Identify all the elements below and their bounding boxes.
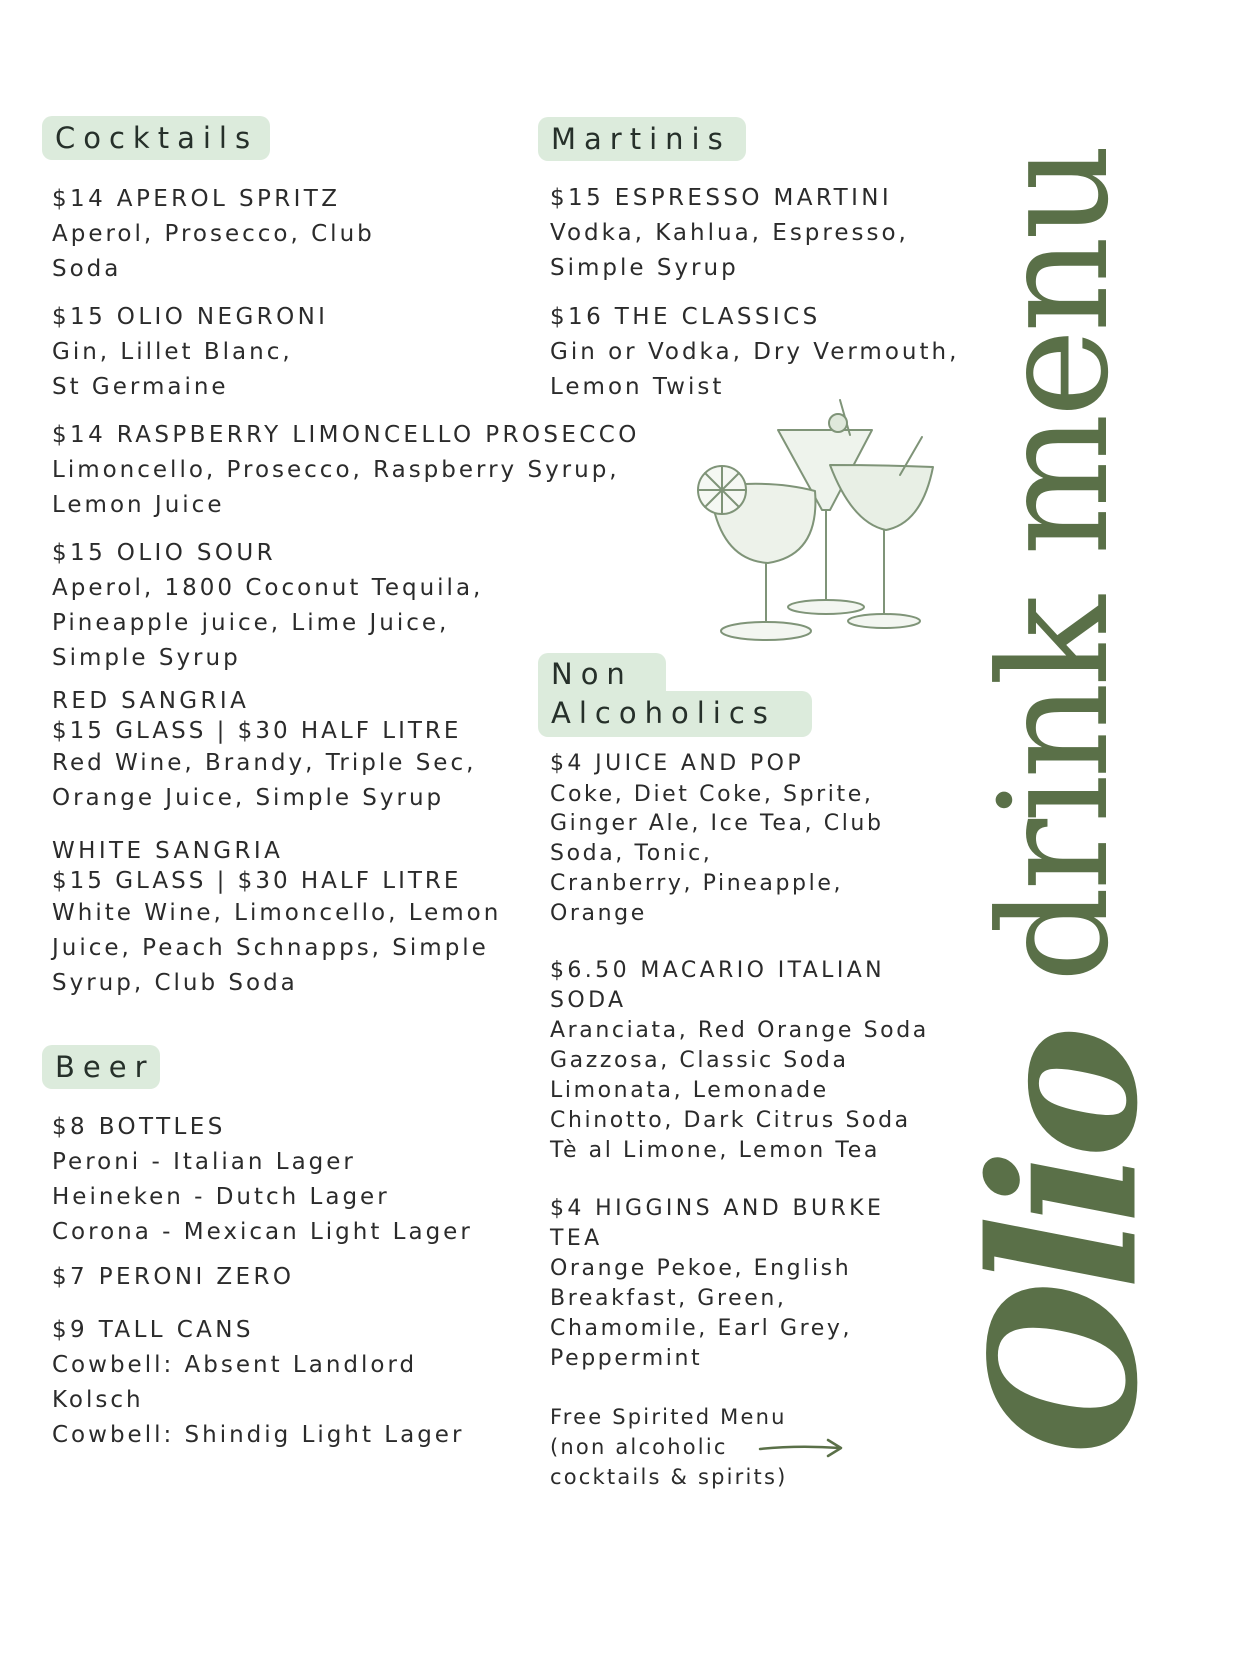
item-title: $7 PERONI ZERO (52, 1264, 295, 1290)
menu-item (550, 1194, 884, 1374)
item-line: Aperol, Prosecco, Club (52, 221, 375, 247)
item-title: WHITE SANGRIA (52, 838, 284, 864)
item-line: Coke, Diet Coke, Sprite, (550, 782, 874, 807)
item-line: Syrup, Club Soda (52, 970, 298, 996)
drink-menu-title: drink menu (968, 147, 1142, 983)
item-line: Cranberry, Pineapple, (550, 871, 844, 896)
item-line: Lemon Twist (550, 374, 725, 400)
item-title: $14 RASPBERRY LIMONCELLO PROSECCO (52, 422, 640, 448)
item-line: Limonata, Lemonade (550, 1078, 829, 1103)
item-line: Aperol, 1800 Coconut Tequila, (52, 575, 484, 601)
item-line: Pineapple juice, Lime Juice, (52, 610, 450, 636)
menu-item (52, 300, 328, 405)
free-spirited-menu-link[interactable] (550, 1402, 787, 1492)
item-title: $16 THE CLASSICS (550, 304, 821, 330)
item-line: Kolsch (52, 1387, 144, 1413)
item-title: $9 TALL CANS (52, 1317, 254, 1343)
item-line: St Germaine (52, 374, 229, 400)
item-line: Orange Juice, Simple Syrup (52, 785, 445, 811)
menu-item (52, 1110, 473, 1250)
item-line: Chamomile, Earl Grey, (550, 1316, 853, 1341)
item-line: Soda (52, 256, 122, 282)
menu-item (52, 686, 476, 816)
item-line: Juice, Peach Schnapps, Simple (52, 935, 489, 961)
item-line: Cowbell: Shindig Light Lager (52, 1422, 465, 1448)
item-line: Lemon Juice (52, 492, 225, 518)
menu-item (52, 836, 501, 1001)
item-title: $6.50 MACARIO ITALIAN (550, 958, 886, 983)
menu-item (52, 536, 483, 676)
item-line: Breakfast, Green, (550, 1286, 787, 1311)
item-line: Gazzosa, Classic Soda (550, 1048, 849, 1073)
item-title: $14 APEROL SPRITZ (52, 186, 341, 212)
item-line: Simple Syrup (550, 255, 739, 281)
menu-item (52, 1313, 464, 1453)
item-line: Corona - Mexican Light Lager (52, 1219, 473, 1245)
item-line: Orange Pekoe, English (550, 1256, 852, 1281)
cocktail-glasses-illustration (690, 395, 940, 645)
menu-item (550, 181, 909, 286)
non-alcoholics-heading-line1: Non (551, 657, 633, 691)
item-line: White Wine, Limoncello, Lemon (52, 900, 502, 926)
free-spirited-line: (non alcoholic (550, 1435, 728, 1459)
item-line: Aranciata, Red Orange Soda (550, 1018, 929, 1043)
menu-item (52, 182, 375, 287)
non-alcoholics-heading-line2: Alcoholics (551, 696, 776, 730)
free-spirited-line: Free Spirited Menu (550, 1405, 787, 1429)
item-line: Gin, Lillet Blanc, (52, 339, 293, 365)
item-title: $15 OLIO SOUR (52, 540, 277, 566)
item-line: Peppermint (550, 1346, 703, 1371)
item-title: $15 OLIO NEGRONI (52, 304, 329, 330)
menu-item (550, 300, 959, 405)
item-line: Tè al Limone, Lemon Tea (550, 1138, 880, 1163)
item-line: Chinotto, Dark Citrus Soda (550, 1108, 911, 1133)
item-line: $15 GLASS | $30 HALF LITRE (52, 868, 462, 894)
item-line: Ginger Ale, Ice Tea, Club (550, 811, 884, 836)
free-spirited-line: cocktails & spirits) (550, 1465, 788, 1489)
menu-item (550, 748, 884, 929)
item-line: Simple Syrup (52, 645, 241, 671)
item-line: Cowbell: Absent Landlord (52, 1352, 418, 1378)
item-line: $15 GLASS | $30 HALF LITRE (52, 718, 462, 744)
item-line: Peroni - Italian Lager (52, 1149, 356, 1175)
item-line: Vodka, Kahlua, Espresso, (550, 220, 909, 246)
martinis-heading: Martinis (538, 117, 746, 161)
item-line: Orange (550, 901, 647, 926)
menu-item (52, 1260, 294, 1295)
item-line: Heineken - Dutch Lager (52, 1184, 390, 1210)
non-alcoholics-heading (538, 653, 818, 737)
menu-item (52, 418, 640, 523)
item-title-continued: SODA (550, 988, 627, 1013)
item-line: Gin or Vodka, Dry Vermouth, (550, 339, 960, 365)
item-title-continued: TEA (550, 1226, 603, 1251)
item-title: $8 BOTTLES (52, 1114, 226, 1140)
item-line: Limoncello, Prosecco, Raspberry Syrup, (52, 457, 620, 483)
beer-heading: Beer (42, 1045, 160, 1089)
item-line: Soda, Tonic, (550, 841, 713, 866)
item-title: $15 ESPRESSO MARTINI (550, 185, 893, 211)
arrow-right-icon[interactable] (758, 1436, 844, 1460)
item-title: RED SANGRIA (52, 688, 250, 714)
olio-logo: Olio (947, 1035, 1183, 1455)
item-line: Red Wine, Brandy, Triple Sec, (52, 750, 477, 776)
cocktails-heading: Cocktails (42, 116, 270, 160)
item-title: $4 JUICE AND POP (550, 751, 805, 776)
menu-item (550, 956, 929, 1166)
item-title: $4 HIGGINS AND BURKE (550, 1196, 885, 1221)
